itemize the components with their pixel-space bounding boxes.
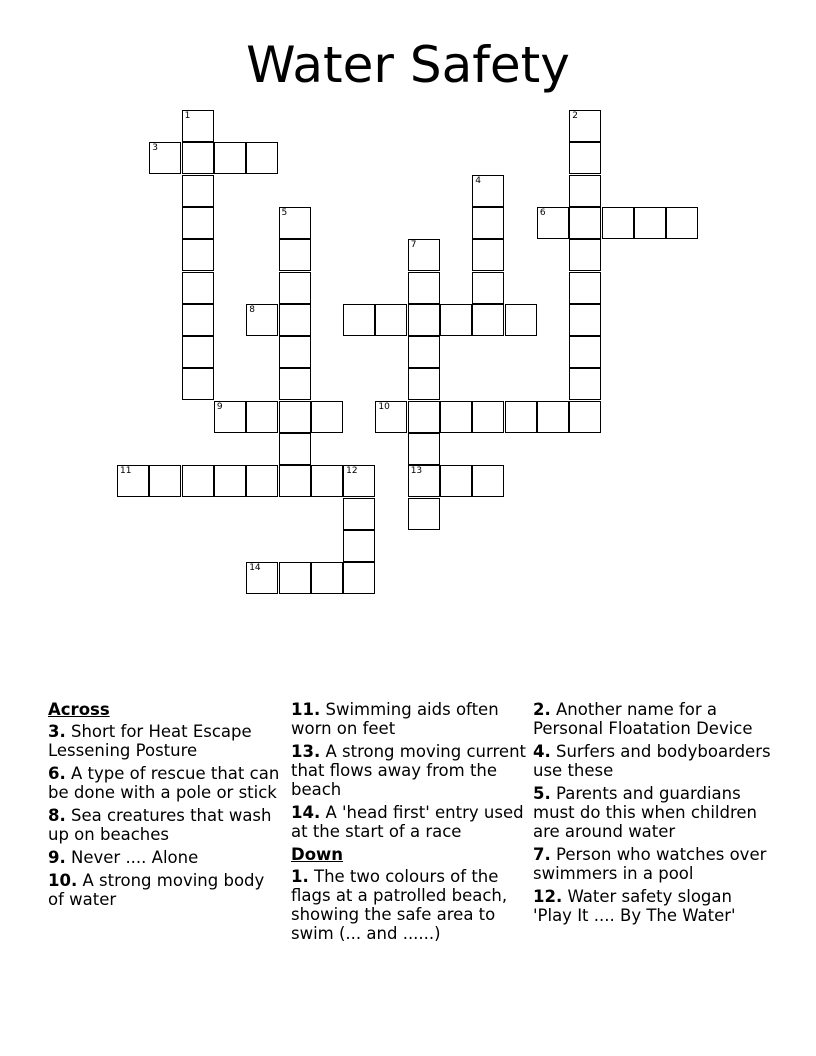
- clue: [48, 722, 284, 760]
- clues-column-1: [48, 700, 284, 913]
- grid-cell[interactable]: [472, 272, 504, 304]
- grid-cell[interactable]: [279, 368, 311, 400]
- grid-cell[interactable]: [182, 368, 214, 400]
- clue: [533, 742, 773, 780]
- grid-cell[interactable]: [343, 498, 375, 530]
- clue: [291, 742, 527, 799]
- clue: [291, 803, 527, 841]
- grid-cell[interactable]: [408, 336, 440, 368]
- grid-cell[interactable]: [246, 562, 278, 594]
- grid-cell[interactable]: [569, 175, 601, 207]
- clue-number: 10: [378, 401, 390, 412]
- grid-cell[interactable]: [182, 465, 214, 497]
- grid-cell[interactable]: [149, 142, 181, 174]
- clue-text: A strong moving body of water: [48, 871, 265, 909]
- clue-text: Swimming aids often worn on feet: [291, 700, 499, 738]
- clue: [533, 887, 773, 925]
- clue-number: 7.: [533, 845, 551, 864]
- grid-cell[interactable]: [569, 336, 601, 368]
- grid-cell[interactable]: [343, 465, 375, 497]
- grid-cell[interactable]: [440, 304, 472, 336]
- clue-number: 13.: [291, 742, 321, 761]
- clue-number: 12: [346, 466, 358, 477]
- across-clue-list: [48, 722, 284, 909]
- clue-number: 3.: [48, 722, 66, 741]
- grid-cell[interactable]: [246, 142, 278, 174]
- clue-text: Another name for a Personal Floatation Device: [533, 700, 753, 738]
- clue-text: Sea creatures that wash up on beaches: [48, 806, 272, 844]
- grid-cell[interactable]: [279, 207, 311, 239]
- grid-cell[interactable]: [408, 304, 440, 336]
- clue: [533, 784, 773, 841]
- grid-cell[interactable]: [408, 272, 440, 304]
- clue-number: 6.: [48, 764, 66, 783]
- clue-number: 4: [475, 175, 482, 186]
- grid-cell[interactable]: [279, 304, 311, 336]
- grid-cell[interactable]: [117, 465, 149, 497]
- grid-cell[interactable]: [472, 239, 504, 271]
- grid-cell[interactable]: [375, 304, 407, 336]
- clue: [533, 845, 773, 883]
- grid-cell[interactable]: [214, 465, 246, 497]
- clue-text: A type of rescue that can be done with a pole or stick: [48, 764, 280, 802]
- grid-cell[interactable]: [279, 465, 311, 497]
- clue-number: 14: [249, 563, 261, 574]
- clue-text: The two colours of the flags at a patrolled beach, showing the safe area to swim (... and ......): [291, 867, 508, 943]
- clues-column-3: [533, 700, 773, 929]
- clue-number: 14.: [291, 803, 321, 822]
- clue: [291, 700, 527, 738]
- grid-cell[interactable]: [311, 562, 343, 594]
- clue-text: Person who watches over swimmers in a pool: [533, 845, 767, 883]
- clue-number: 2.: [533, 700, 551, 719]
- grid-cell[interactable]: [537, 207, 569, 239]
- grid-cell[interactable]: [311, 465, 343, 497]
- grid-cell[interactable]: [182, 272, 214, 304]
- grid-cell[interactable]: [569, 207, 601, 239]
- clue-number: 5: [281, 207, 288, 218]
- clue-number: 13: [410, 466, 423, 477]
- clue-text: A strong moving current that flows away from the beach: [291, 742, 526, 799]
- clue-number: 7: [410, 240, 417, 251]
- grid-cell[interactable]: [279, 239, 311, 271]
- clue-number: 1: [184, 111, 191, 121]
- clue: [48, 764, 284, 802]
- clue-text: Water safety slogan 'Play It .... By The Water': [533, 887, 736, 925]
- grid-cell[interactable]: [149, 465, 181, 497]
- grid-cell[interactable]: [246, 304, 278, 336]
- grid-cell[interactable]: [408, 239, 440, 271]
- clue-number: 8: [249, 304, 255, 315]
- clue: [291, 867, 527, 943]
- clue-number: 4.: [533, 742, 551, 761]
- grid-cell[interactable]: [182, 336, 214, 368]
- clues-column-2: [291, 700, 527, 947]
- page-title: Water Safety: [246, 36, 570, 94]
- grid-cell[interactable]: [569, 401, 601, 433]
- grid-cell[interactable]: [472, 304, 504, 336]
- grid-cell[interactable]: [634, 207, 666, 239]
- grid-cell[interactable]: [343, 530, 375, 562]
- grid-cell[interactable]: [182, 304, 214, 336]
- grid-cell[interactable]: [505, 304, 537, 336]
- grid-cell[interactable]: [569, 142, 601, 174]
- clue-text: Short for Heat Escape Lessening Posture: [48, 722, 252, 760]
- clue-text: A 'head first' entry used at the start of a race: [291, 803, 524, 841]
- clue: [48, 806, 284, 844]
- grid-cell[interactable]: [537, 401, 569, 433]
- grid-cell[interactable]: [182, 110, 214, 142]
- grid-cell[interactable]: [408, 401, 440, 433]
- grid-cell[interactable]: [246, 401, 278, 433]
- across-clue-list-continued: [291, 700, 527, 841]
- grid-cell[interactable]: [472, 175, 504, 207]
- across-heading: Across: [48, 700, 110, 719]
- grid-cell[interactable]: [440, 465, 472, 497]
- clue: [48, 871, 284, 909]
- grid-cell[interactable]: [569, 272, 601, 304]
- clue-number: 9: [216, 401, 223, 412]
- grid-cell[interactable]: [472, 401, 504, 433]
- grid-cell[interactable]: [408, 498, 440, 530]
- grid-cell[interactable]: [440, 401, 472, 433]
- down-clue-list-continued: [533, 700, 773, 925]
- clue-number: 9.: [48, 848, 66, 867]
- grid-cell[interactable]: [408, 433, 440, 465]
- clue: [48, 848, 284, 867]
- clue-number: 8.: [48, 806, 66, 825]
- clue-text: Surfers and bodyboarders use these: [533, 742, 771, 780]
- clue-number: 6: [539, 207, 546, 218]
- grid-cell[interactable]: [505, 401, 537, 433]
- clue-number: 11.: [291, 700, 321, 719]
- down-heading: Down: [291, 845, 344, 864]
- clue-number: 10.: [48, 871, 78, 890]
- grid-cell[interactable]: [214, 401, 246, 433]
- clue-number: 3: [152, 143, 159, 154]
- grid-cell[interactable]: [408, 368, 440, 400]
- grid-cell[interactable]: [279, 336, 311, 368]
- grid-cell[interactable]: [569, 110, 601, 142]
- grid-cell[interactable]: [569, 304, 601, 336]
- clue-number: 11: [120, 466, 132, 477]
- grid-cell[interactable]: [182, 142, 214, 174]
- grid-cell[interactable]: [182, 239, 214, 271]
- grid-cell[interactable]: [311, 401, 343, 433]
- grid-cell[interactable]: [472, 207, 504, 239]
- clue-text: Parents and guardians must do this when children are around water: [533, 784, 758, 841]
- grid-cell[interactable]: [343, 304, 375, 336]
- grid-cell[interactable]: [343, 562, 375, 594]
- grid-cell[interactable]: [666, 207, 698, 239]
- clue-number: 2: [572, 111, 578, 121]
- grid-cell[interactable]: [472, 465, 504, 497]
- grid-cell[interactable]: [246, 465, 278, 497]
- grid-cell[interactable]: [375, 401, 407, 433]
- grid-cell[interactable]: [408, 465, 440, 497]
- grid-cell[interactable]: [279, 272, 311, 304]
- grid-cell[interactable]: [214, 142, 246, 174]
- clue-number: 12.: [533, 887, 563, 906]
- grid-cell[interactable]: [569, 368, 601, 400]
- grid-cell[interactable]: [279, 401, 311, 433]
- grid-cell[interactable]: [602, 207, 634, 239]
- clue-number: 1.: [291, 867, 309, 886]
- clue-number: 5.: [533, 784, 551, 803]
- grid-cell[interactable]: [569, 239, 601, 271]
- clue: [533, 700, 773, 738]
- grid-cell[interactable]: [279, 433, 311, 465]
- grid-cell[interactable]: [182, 175, 214, 207]
- down-clue-list: [291, 867, 527, 943]
- grid-cell[interactable]: [279, 562, 311, 594]
- clue-text: Never .... Alone: [71, 848, 199, 867]
- grid-cell[interactable]: [182, 207, 214, 239]
